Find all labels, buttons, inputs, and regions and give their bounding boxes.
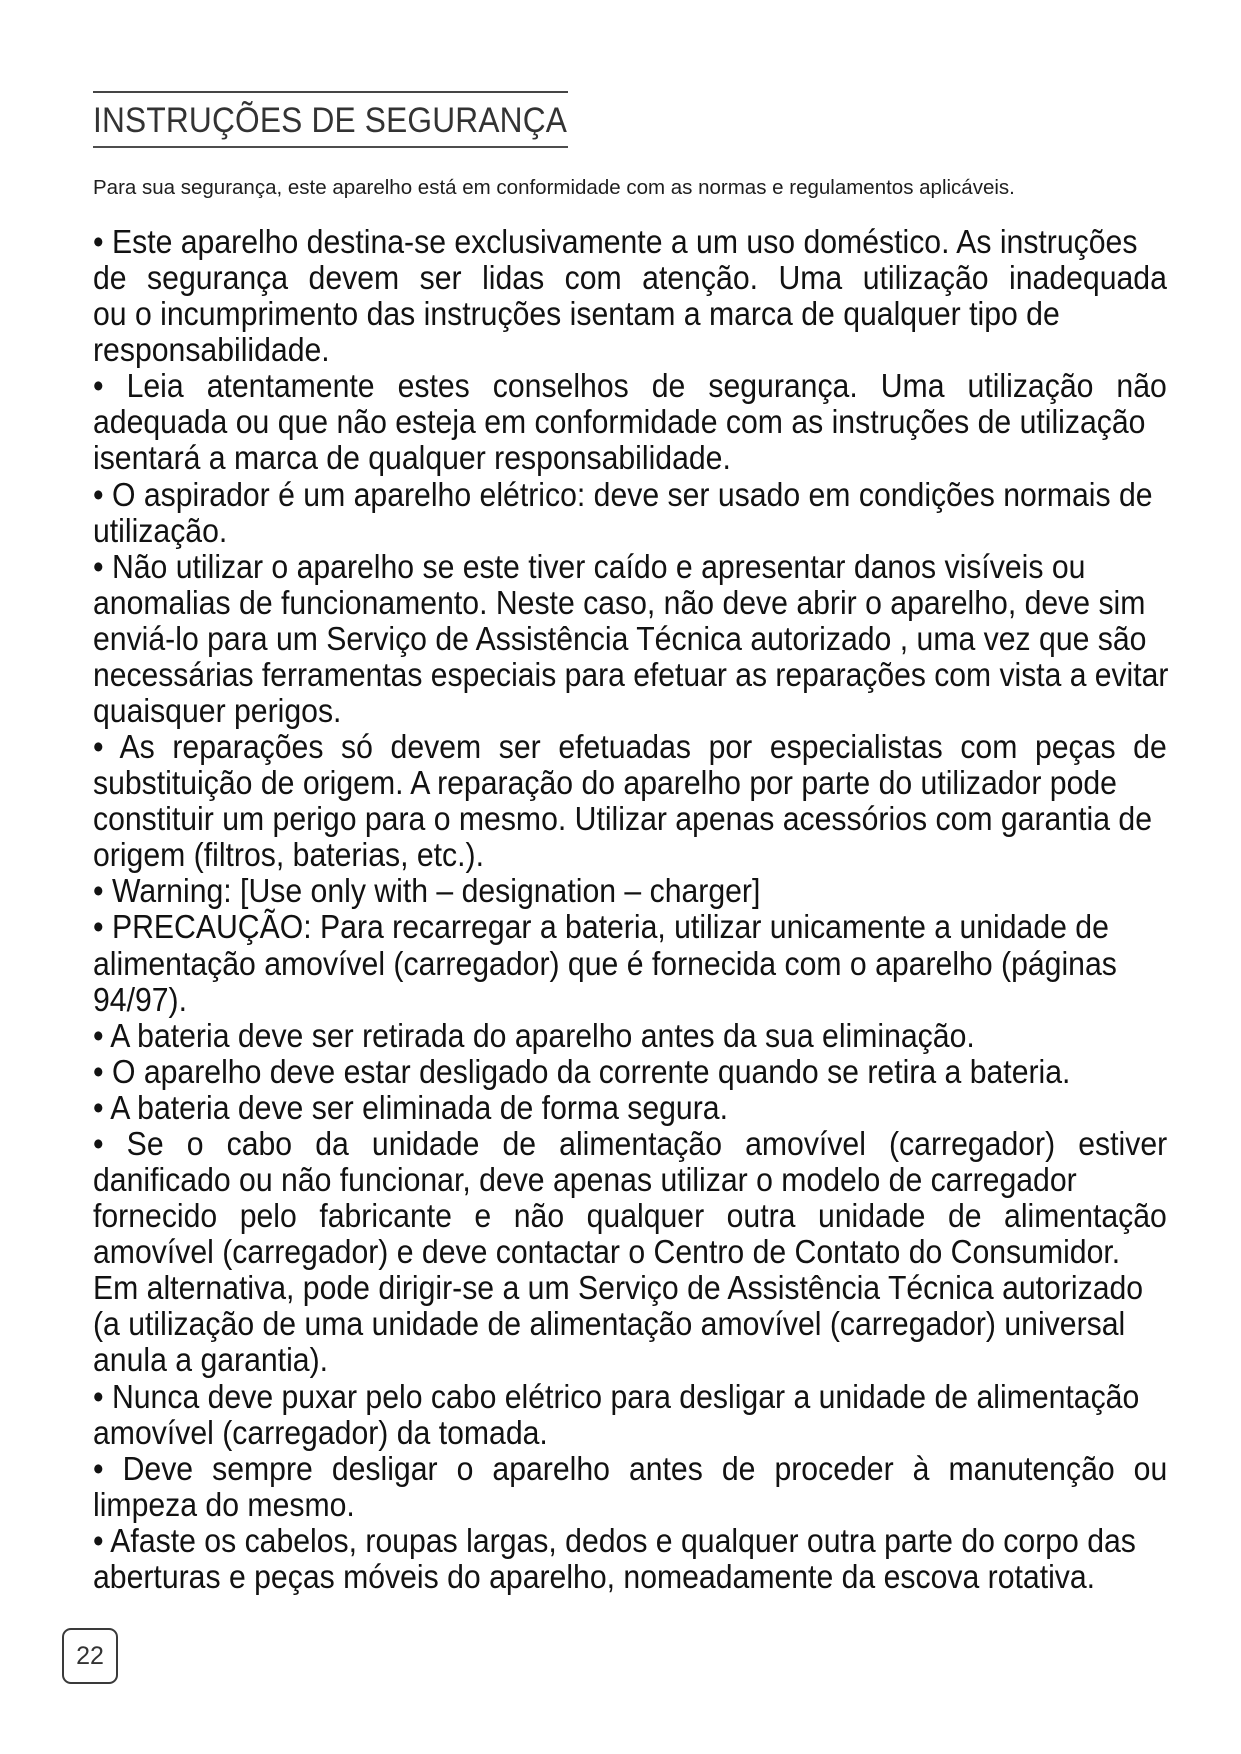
safety-item-line: danificado ou não funcionar, deve apenas utilizar o modelo de carregador <box>93 1161 1077 1199</box>
safety-item-line: • O aspirador é um aparelho elétrico: deve ser usado em condições normais de <box>93 475 1153 513</box>
safety-item-line: anula a garantia). <box>93 1341 329 1379</box>
safety-item-line: • As reparações só devem ser efetuadas por especialistas com peças de <box>93 728 1167 766</box>
safety-item-line: • Este aparelho destina-se exclusivamente a um uso doméstico. As instruções <box>93 223 1138 260</box>
safety-item-line: origem (filtros, baterias, etc.). <box>93 836 484 874</box>
safety-item-line: anomalias de funcionamento. Neste caso, não deve abrir o aparelho, deve sim <box>93 583 1146 621</box>
safety-item-line: enviá-lo para um Serviço de Assistência Técnica autorizado , uma vez que são <box>93 619 1147 657</box>
safety-item-line: • A bateria deve ser retirada do aparelho antes da sua eliminação. <box>93 1016 975 1054</box>
safety-item-line: • Deve sempre desligar o aparelho antes de proceder à manutenção ou <box>93 1449 1168 1487</box>
safety-item <box>93 1090 1168 1126</box>
safety-item-line: • Nunca deve puxar pelo cabo elétrico para desligar a unidade de alimentação <box>93 1377 1140 1415</box>
safety-item-line: • Warning: [Use only with – designation – charger] <box>93 872 761 910</box>
safety-item-line: necessárias ferramentas especiais para efetuar as reparações com vista a evitar <box>93 655 1169 693</box>
safety-item-line: (a utilização de uma unidade de alimentação amovível (carregador) universal <box>93 1305 1126 1343</box>
safety-item <box>93 909 1168 1017</box>
safety-item <box>93 729 1168 873</box>
page-number: 22 <box>76 1642 104 1670</box>
safety-item <box>93 1054 1168 1090</box>
section-title: INSTRUÇÕES DE SEGURANÇA <box>93 101 568 140</box>
safety-item-line: • Não utilizar o aparelho se este tiver caído e apresentar danos visíveis ou <box>93 547 1086 585</box>
safety-item-line: • Leia atentamente estes conselhos de segurança. Uma utilização não <box>93 367 1167 405</box>
safety-item <box>93 1018 1168 1054</box>
safety-item-line: fornecido pelo fabricante e não qualquer outra unidade de alimentação <box>93 1197 1167 1235</box>
safety-item <box>93 477 1168 549</box>
safety-item-line: ou o incumprimento das instruções isentam a marca de qualquer tipo de <box>93 295 1060 333</box>
safety-item-line: • PRECAUÇÃO: Para recarregar a bateria, utilizar unicamente a unidade de <box>93 908 1109 946</box>
safety-item-line: constituir um perigo para o mesmo. Utilizar apenas acessórios com garantia de <box>93 800 1152 838</box>
safety-item-line: utilização. <box>93 511 228 549</box>
safety-item <box>93 1523 1168 1595</box>
safety-item <box>93 549 1168 729</box>
safety-item-line: aberturas e peças móveis do aparelho, nomeadamente da escova rotativa. <box>93 1557 1096 1595</box>
safety-item <box>93 1451 1168 1523</box>
safety-item-line: quaisquer perigos. <box>93 692 342 730</box>
safety-item-line: responsabilidade. <box>93 331 330 369</box>
safety-item-line: • A bateria deve ser eliminada de forma segura. <box>93 1088 728 1126</box>
safety-item-line: limpeza do mesmo. <box>93 1485 355 1523</box>
safety-item-line: de segurança devem ser lidas com atenção. Uma utilização inadequada <box>93 259 1167 297</box>
safety-item-line: alimentação amovível (carregador) que é fornecida com o aparelho (páginas <box>93 944 1117 982</box>
section-header <box>93 91 568 148</box>
page-number-box <box>62 1628 118 1684</box>
safety-item-line: amovível (carregador) e deve contactar o Centro de Contato do Consumidor. <box>93 1233 1121 1271</box>
safety-item <box>93 873 1168 909</box>
safety-item-line: • Afaste os cabelos, roupas largas, dedos e qualquer outra parte do corpo das <box>93 1521 1136 1559</box>
safety-item-line: substituição de origem. A reparação do aparelho por parte do utilizador pode <box>93 764 1117 802</box>
intro-text: Para sua segurança, este aparelho está em conformidade com as normas e regulamentos aplicáveis. <box>93 176 1015 199</box>
safety-list <box>93 224 1168 1595</box>
safety-item-line: isentará a marca de qualquer responsabilidade. <box>93 439 731 477</box>
safety-item-line: • O aparelho deve estar desligado da corrente quando se retira a bateria. <box>93 1052 1071 1090</box>
safety-item <box>93 1379 1168 1451</box>
safety-item-line: amovível (carregador) da tomada. <box>93 1413 548 1451</box>
safety-item <box>93 224 1168 368</box>
safety-item-line: adequada ou que não esteja em conformidade com as instruções de utilização <box>93 403 1146 441</box>
safety-item <box>93 368 1168 476</box>
safety-item <box>93 1126 1168 1379</box>
safety-item-line: Em alternativa, pode dirigir-se a um Serviço de Assistência Técnica autorizado <box>93 1269 1144 1307</box>
safety-item-line: 94/97). <box>93 980 188 1018</box>
safety-item-line: • Se o cabo da unidade de alimentação amovível (carregador) estiver <box>93 1124 1168 1162</box>
